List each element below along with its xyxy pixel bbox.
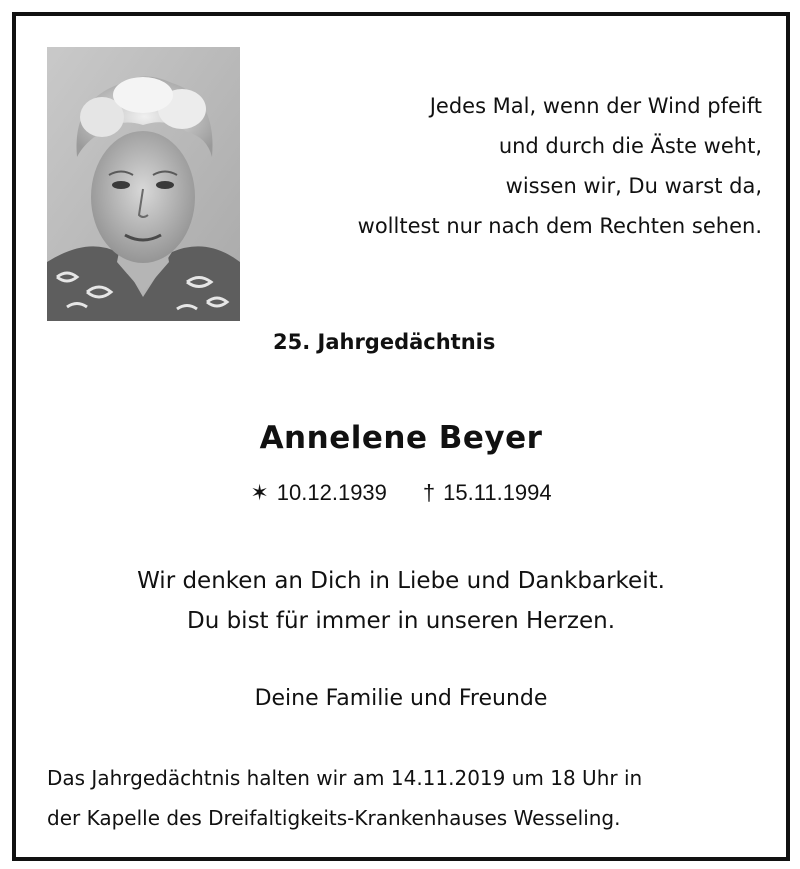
death-date: 15.11.1994 bbox=[443, 480, 552, 505]
poem-line: Jedes Mal, wenn der Wind pfeift bbox=[429, 94, 762, 118]
poem-line: und durch die Äste weht, bbox=[498, 134, 762, 158]
notice-line: Das Jahrgedächtnis halten wir am 14.11.2019 um 18 Uhr in bbox=[47, 766, 643, 790]
poem bbox=[282, 86, 762, 246]
remembrance-message bbox=[16, 561, 786, 641]
memorial-notice bbox=[47, 758, 767, 838]
portrait-image bbox=[47, 47, 240, 321]
message-line: Du bist für immer in unseren Herzen. bbox=[186, 608, 616, 634]
deceased-name: Annelene Beyer bbox=[259, 420, 543, 456]
poem-line: wissen wir, Du warst da, bbox=[505, 174, 762, 198]
birth-star-icon: ✶ bbox=[250, 480, 269, 505]
anniversary-heading: 25. Jahrgedächtnis bbox=[273, 330, 496, 354]
birth-date: 10.12.1939 bbox=[276, 480, 387, 505]
obituary-frame bbox=[12, 12, 790, 861]
portrait-photo bbox=[47, 47, 240, 321]
poem-line: wolltest nur nach dem Rechten sehen. bbox=[357, 214, 762, 238]
notice-line: der Kapelle des Dreifaltigkeits-Krankenhauses Wesseling. bbox=[47, 806, 621, 830]
message-line: Wir denken an Dich in Liebe und Dankbarkeit. bbox=[137, 568, 665, 594]
death-cross-icon: † bbox=[422, 480, 436, 505]
life-dates bbox=[16, 480, 786, 506]
signature: Deine Familie und Freunde bbox=[254, 686, 548, 711]
